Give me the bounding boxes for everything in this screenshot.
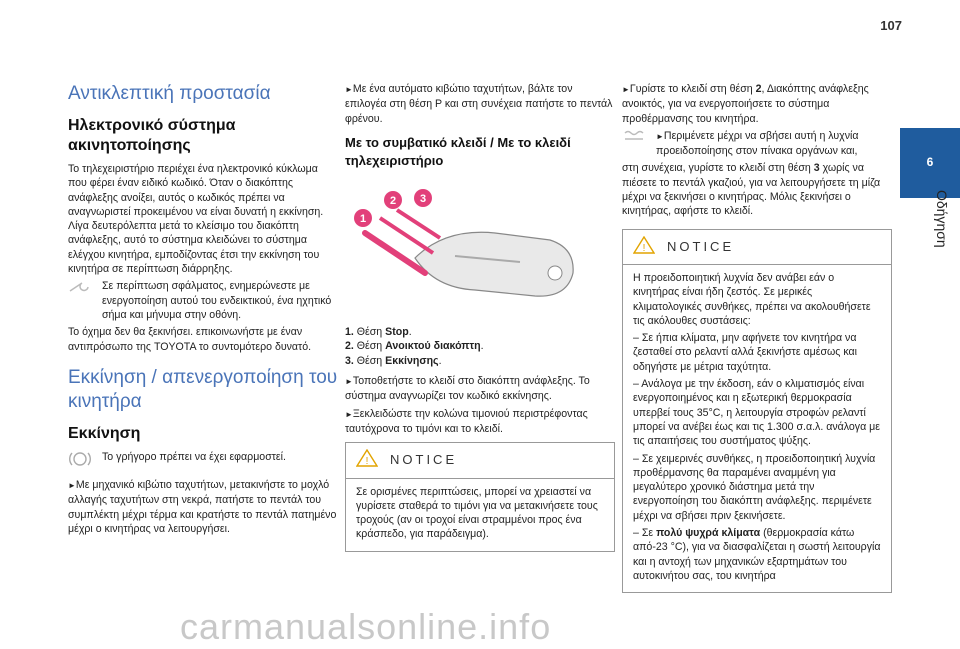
glow-plug-row	[622, 129, 892, 162]
svg-text:3: 3	[419, 192, 427, 205]
notice-paragraph: Η προειδοποιητική λυχνία δεν ανάβει εάν ο κινητήρας είναι ήδη ζεστός. Σε μερικές κλιματολογικές συνθήκες, πρέπει να ακολουθήσετε τις ακόλουθες συστάσεις:	[633, 271, 871, 327]
notice-paragraph: – Σε χειμερινές συνθήκες, η προειδοποιητική λυχνία προθέρμανσης θα παραμένει αναμμένη για μεγαλύτερο χρονικό διάστημα μετά την ενεργοποίηση του διακόπτη ανάφλεξης. περιμένετε μέχρι να σβήσει πριν ξεκινήσετε.	[633, 452, 876, 522]
list-item: 3. Θέση Εκκίνησης.	[345, 354, 442, 367]
column-3	[622, 82, 892, 599]
unlock-column-paragraph: ► Ξεκλειδώστε την κολώνα τιμονιού περιστρέφοντας ταυτόχρονα το τιμόνι και το κλειδί.	[345, 407, 615, 437]
ignition-key-illustration	[345, 178, 590, 313]
wait-paragraph: ► Περιμένετε μέχρι να σβήσει αυτή η λυχνία προειδοποίησης στον πίνακα οργάνων και,	[656, 129, 892, 159]
preheat-paragraph: ► Γυρίστε το κλειδί στη θέση 2, Διακόπτης ανάφλεξης ανοικτός, για να ενεργοποιήσετε το σύστημα προθέρμανσης του κινητήρα.	[622, 82, 892, 126]
key-warning-icon	[68, 279, 96, 325]
notice-paragraph: – Σε ήπια κλίματα, μην αφήνετε τον κινητήρα να ζεσταθεί στο ρελαντί αλλά ξεκινήστε αμέσως και οδηγήστε με μέτρια ταχύτητα.	[633, 332, 857, 373]
warning-triangle-icon	[633, 236, 655, 258]
glow-plug-icon	[622, 129, 650, 162]
warning-triangle-icon	[356, 449, 378, 471]
column-1	[68, 82, 338, 539]
chapter-title: Οδήγηση	[934, 190, 950, 248]
manual-gearbox-paragraph: ► Με μηχανικό κιβώτιο ταχυτήτων, μετακινήστε το μοχλό αλλαγής ταχυτήτων στη νεκρά, πατήστε το πεντάλ του συμπλέκτη μέχρι τέρμα και κρατήστε το πεντάλ πατημένο μέχρι ο κινητήρας να λειτουργήσει.	[68, 478, 338, 536]
callout-1	[354, 209, 372, 227]
chapter-number: 6	[926, 155, 934, 169]
notice-box-2	[622, 229, 892, 594]
svg-text:!: !	[642, 242, 646, 254]
list-item: 2. Θέση Ανοικτού διακόπτη.	[345, 340, 484, 353]
notice-paragraph: – Ανάλογα με την έκδοση, εάν ο κλιματισμός είναι ενεργοποιημένος και η εξωτερική θερμοκρασία υπερβεί τους 35°C, η λειτουργία στροφών ρελαντί μπορεί να ανέβει έως και τις 1.300 σ.α.λ. ανάλογα με τις απαιτήσεις του συστήματος ψύξης.	[633, 378, 880, 448]
immobiliser-paragraph: Το τηλεχειριστήριο περιέχει ένα ηλεκτρονικό κύκλωμα που φέρει έναν ειδικό κωδικό. Όταν ο διακόπτης ανάφλεξης ανοίξει, αυτός ο κωδικός πρέπει να αναγνωριστεί προκειμένου να είναι δυνατή η εκκίνηση. Λίγα δευτερόλεπτα μετά το κλείσιμο του διακόπτη ανάφλεξης, αυτό το σύστημα κλειδώνει το σύστημα ελέγχου κινητήρα, εμποδίζοντας έτσι την εκκίνηση του κινητήρα σε περίπτωση διάρρηξης.	[68, 163, 324, 276]
svg-text:2: 2	[389, 194, 397, 207]
handbrake-row	[68, 450, 338, 472]
subsection-title: Ηλεκτρονικό σύστημα ακινητοποίησης	[68, 117, 236, 154]
contact-dealer-paragraph: Το όχημα δεν θα ξεκινήσει. επικοινωνήστε με έναν αντιπρόσωπο της TOYOTA το συντομότερο δυνατό.	[68, 326, 312, 353]
insert-key-paragraph: ► Τοποθετήστε το κλειδί στο διακόπτη ανάφλεξης. Το σύστημα αναγνωρίζει τον κωδικό εκκίνησης.	[345, 374, 615, 404]
callout-3	[414, 189, 432, 207]
handbrake-paragraph: Το γρήγορο πρέπει να έχει εφαρμοστεί.	[102, 450, 286, 463]
notice-title: NOTICE	[667, 238, 735, 254]
notice-paragraph: – Σε πολύ ψυχρά κλίματα (θερμοκρασία κάτω από-23 °C), για να διασφαλίζεται η σωστή λειτουργία και η αντοχή των μηχανικών εξαρτημάτων του αυτοκινήτου σας, του κινητήρα	[633, 527, 881, 582]
fault-paragraph: Σε περίπτωση σφάλματος, ενημερώνεστε με ενεργοποίηση αυτού του ενδεικτικού, ένα ηχητικό σήμα και μήνυμα στην οθόνη.	[102, 280, 332, 321]
parking-brake-icon	[68, 450, 96, 472]
subsection2-title: Εκκίνηση	[68, 424, 141, 442]
section2-title: Εκκίνηση / απενεργοποίηση του κινητήρα	[68, 366, 338, 412]
key-subsection-title: Με το συμβατικό κλειδί / Με το κλειδί τηλεχειριστήριο	[345, 134, 571, 168]
list-item: 1. Θέση Stop.	[345, 326, 412, 339]
notice-text: Σε ορισμένες περιπτώσεις, μπορεί να χρειαστεί να γυρίσετε σταθερά το τιμόνι για να μετακινήσετε τους τροχούς (αν οι τροχοί είναι στραμμένοι προς ένα κράσπεδο, για παράδειγμα).	[356, 485, 598, 541]
key-positions-list	[345, 325, 615, 368]
section-title: Αντικλεπτική προστασία	[68, 83, 271, 104]
notice-title: NOTICE	[390, 452, 458, 468]
start-paragraph: στη συνέχεια, γυρίστε το κλειδί στη θέση 3 χωρίς να πιέσετε το πεντάλ γκαζιού, για να λειτουργήσετε τη μίζα μέχρι να ξεκινήσει ο κινητήρας. Μόλις ξεκινήσει ο κινητήρας, αφήστε το κλειδί.	[622, 162, 881, 218]
page-number: 107	[880, 18, 902, 33]
svg-text:1: 1	[359, 212, 367, 225]
column-2	[345, 82, 615, 558]
notice-box	[345, 442, 615, 551]
automatic-gearbox-paragraph: ► Με ένα αυτόματο κιβώτιο ταχυτήτων, βάλτε τον επιλογέα στη θέση P και στη συνέχεια πατήστε το πεντάλ φρένου.	[345, 82, 615, 126]
watermark: carmanualsonline.info	[180, 606, 552, 647]
callout-2	[384, 191, 402, 209]
svg-text:!: !	[365, 456, 369, 468]
warning-indicator-row	[68, 279, 338, 325]
